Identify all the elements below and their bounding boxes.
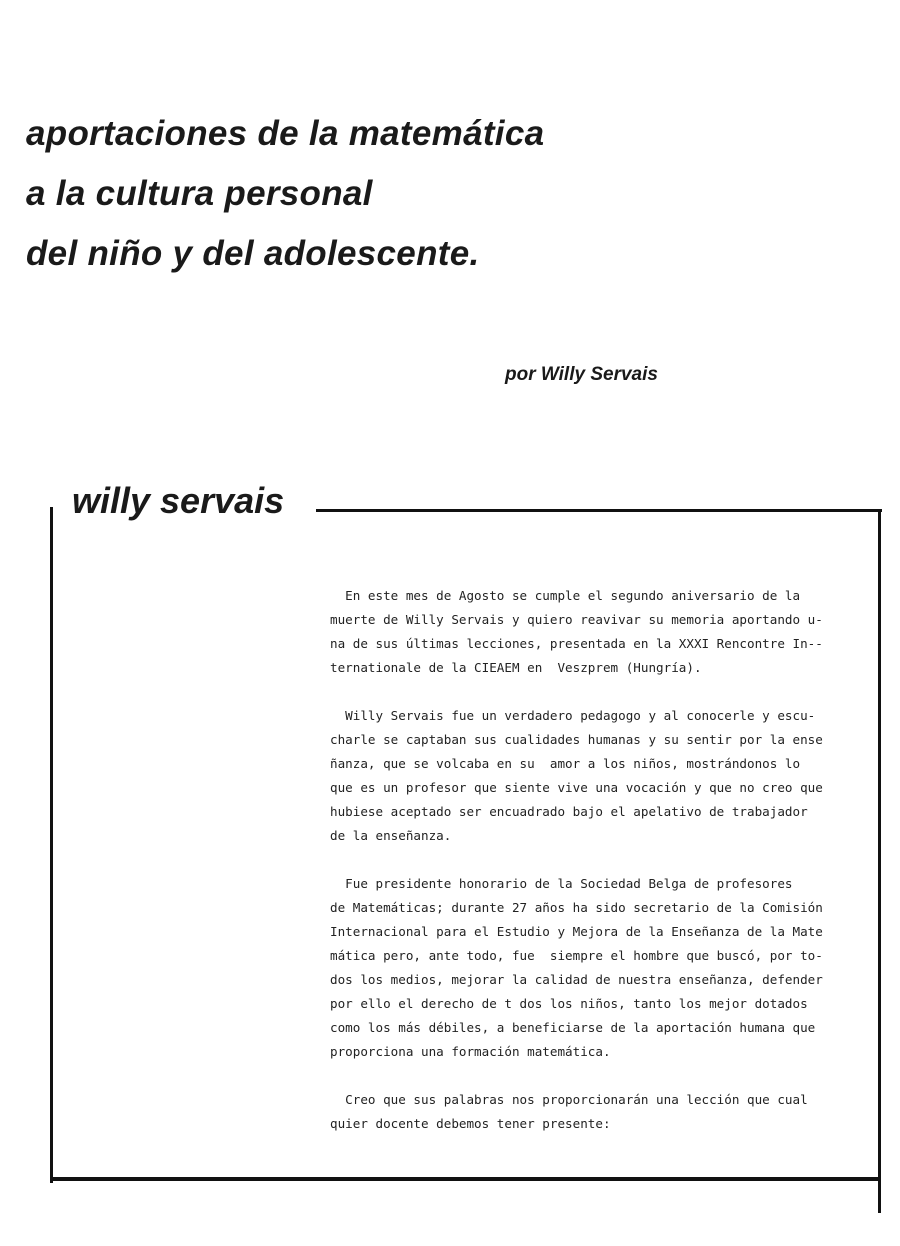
intro-text-block bbox=[330, 584, 865, 1160]
text-line: ternationale de la CIEAEM en Veszprem (Hungría). bbox=[330, 660, 702, 675]
author-byline: por Willy Servais bbox=[505, 364, 658, 385]
paragraph bbox=[330, 872, 865, 1064]
title-line: a la cultura personal bbox=[26, 174, 373, 213]
text-line: ñanza, que se volcaba en su amor a los niños, mostrándonos lo bbox=[330, 756, 801, 771]
frame-left-border bbox=[50, 507, 53, 1183]
frame-top-border bbox=[316, 509, 882, 512]
text-line: Willy Servais fue un verdadero pedagogo y al conocerle y escu- bbox=[330, 708, 816, 723]
text-line: mática pero, ante todo, fue siempre el hombre que buscó, por to- bbox=[330, 948, 823, 963]
paragraph bbox=[330, 1088, 865, 1136]
paragraph bbox=[330, 704, 865, 848]
title-line: aportaciones de la matemática bbox=[26, 114, 545, 153]
text-line: muerte de Willy Servais y quiero reavivar su memoria aportando u- bbox=[330, 612, 823, 627]
title-line: del niño y del adolescente. bbox=[26, 234, 480, 273]
text-line: dos los medios, mejorar la calidad de nuestra enseñanza, defender bbox=[330, 972, 823, 987]
text-line: como los más débiles, a beneficiarse de la aportación humana que bbox=[330, 1020, 816, 1035]
text-line: Fue presidente honorario de la Sociedad Belga de profesores bbox=[330, 876, 793, 891]
text-line: na de sus últimas lecciones, presentada en la XXXI Rencontre In-- bbox=[330, 636, 823, 651]
text-line: hubiese aceptado ser encuadrado bajo el apelativo de trabajador bbox=[330, 804, 808, 819]
text-line: Creo que sus palabras nos proporcionarán una lección que cual bbox=[330, 1092, 808, 1107]
text-line: En este mes de Agosto se cumple el segundo aniversario de la bbox=[330, 588, 801, 603]
text-line: de la enseñanza. bbox=[330, 828, 452, 843]
text-line: proporciona una formación matemática. bbox=[330, 1044, 611, 1059]
frame-bottom-border bbox=[50, 1177, 881, 1181]
article-title bbox=[26, 104, 786, 284]
text-line: quier docente debemos tener presente: bbox=[330, 1116, 611, 1131]
text-line: Internacional para el Estudio y Mejora de la Enseñanza de la Mate bbox=[330, 924, 823, 939]
section-heading: willy servais bbox=[72, 480, 292, 522]
text-line: que es un profesor que siente vive una vocación y que no creo que bbox=[330, 780, 823, 795]
text-line: por ello el derecho de t dos los niños, tanto los mejor dotados bbox=[330, 996, 808, 1011]
text-line: de Matemáticas; durante 27 años ha sido secretario de la Comisión bbox=[330, 900, 823, 915]
text-line: charle se captaban sus cualidades humanas y su sentir por la ense bbox=[330, 732, 823, 747]
paragraph bbox=[330, 584, 865, 680]
frame-right-border bbox=[878, 509, 881, 1213]
